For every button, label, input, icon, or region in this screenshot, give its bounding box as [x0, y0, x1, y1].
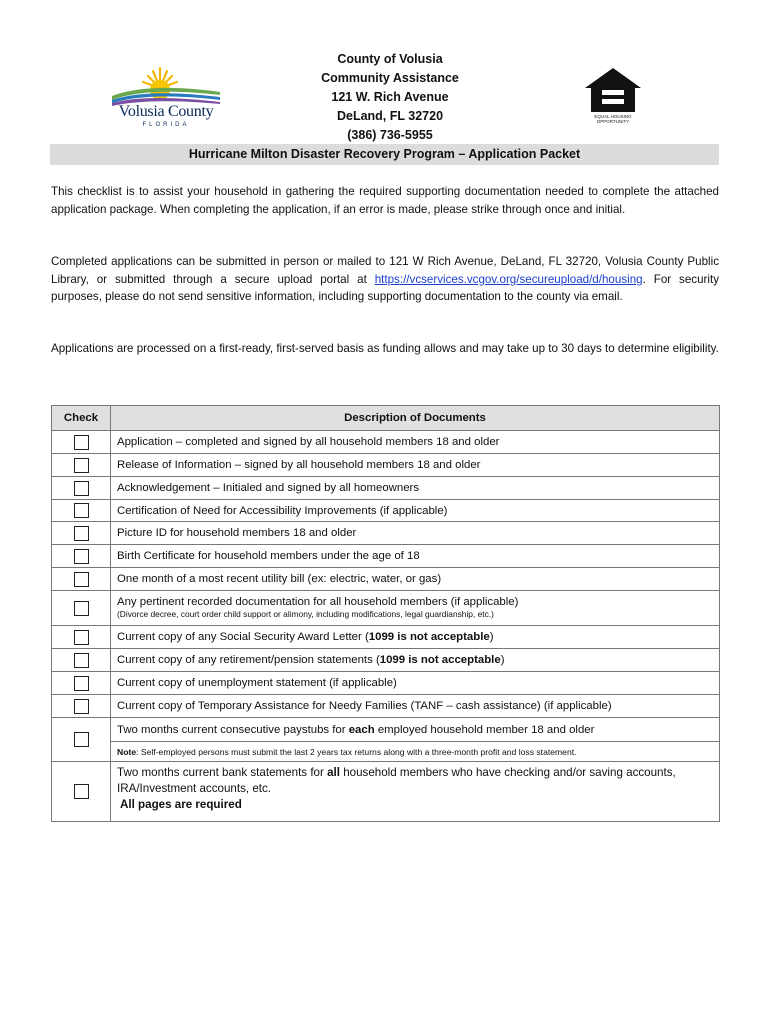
- equal-housing-text: EQUAL HOUSING OPPORTUNITY: [594, 114, 632, 124]
- table-row: [52, 431, 720, 454]
- phone-number: (386) 736-5955: [347, 128, 433, 142]
- check-column-header: Check: [52, 406, 111, 431]
- table-row: [52, 762, 720, 822]
- documents-checklist-table: [51, 405, 720, 822]
- address-line: Community Assistance: [321, 71, 459, 85]
- address-line: County of Volusia: [337, 52, 443, 66]
- document-checkbox[interactable]: [74, 601, 89, 616]
- table-row: [52, 545, 720, 568]
- upload-portal-link[interactable]: https://vcservices.vcgov.org/secureupload/d/housing: [374, 272, 643, 286]
- sun-logo-icon: [108, 62, 228, 107]
- document-description: Certification of Need for Accessibility Improvements (if applicable): [111, 500, 720, 522]
- logo-state-name: FLORIDA: [142, 122, 190, 128]
- description-column-header: Description of Documents: [111, 406, 720, 431]
- table-row: [52, 742, 720, 762]
- document-checkbox[interactable]: [74, 435, 89, 450]
- volusia-county-logo: [108, 62, 228, 132]
- document-checkbox[interactable]: [74, 653, 89, 668]
- table-row: [52, 477, 720, 500]
- table-row: [52, 522, 720, 545]
- document-description: Current copy of unemployment statement (if applicable): [111, 672, 720, 695]
- document-checkbox[interactable]: [74, 784, 89, 799]
- table-row: [52, 568, 720, 591]
- document-note: Note: Self-employed persons must submit the last 2 years tax returns along with a three-month profit and loss statement.: [111, 742, 720, 762]
- document-checkbox[interactable]: [74, 630, 89, 645]
- document-description: Release of Information – signed by all household members 18 and older: [111, 454, 720, 477]
- document-checkbox[interactable]: [74, 458, 89, 473]
- document-description: Acknowledgement – Initialed and signed by all homeowners: [111, 477, 720, 500]
- document-checkbox[interactable]: [74, 572, 89, 587]
- document-description: Picture ID for household members 18 and older: [111, 522, 720, 545]
- table-header-row: [52, 406, 720, 431]
- document-checkbox[interactable]: [74, 549, 89, 564]
- equal-housing-logo: [583, 66, 643, 128]
- packet-title: Hurricane Milton Disaster Recovery Program – Application Packet: [50, 144, 719, 165]
- table-row: [52, 695, 720, 718]
- address-line: 121 W. Rich Avenue: [331, 90, 449, 104]
- document-description: Birth Certificate for household members under the age of 18: [111, 545, 720, 568]
- document-description: Current copy of any retirement/pension statements (1099 is not acceptable): [111, 649, 720, 672]
- document-checkbox[interactable]: [74, 732, 89, 747]
- table-row: [52, 649, 720, 672]
- table-row: [52, 626, 720, 649]
- table-row: [52, 454, 720, 477]
- document-checkbox[interactable]: [74, 526, 89, 541]
- logo-county-name: Volusia County: [118, 103, 214, 120]
- intro-paragraph-3: Applications are processed on a first-ready, first-served basis as funding allows and may take up to 30 days to determine eligibility.: [51, 342, 719, 355]
- county-address-block: [280, 50, 500, 145]
- table-row: [52, 672, 720, 695]
- document-description: Current copy of any Social Security Award Letter (1099 is not acceptable): [111, 626, 720, 649]
- intro-paragraph-2: Completed applications can be submitted in person or mailed to 121 W Rich Avenue, DeLand, FL 32720, Volusia County Public Library, or submitted through a secure upload portal at https://vcservices.vcgov.org/secureupload/d/housing. For security purposes, please do not send sensitive information, including supporting documentation to the county via email.: [51, 255, 719, 303]
- letterhead: [0, 0, 770, 145]
- document-checkbox[interactable]: [74, 503, 89, 518]
- document-checkbox[interactable]: [74, 699, 89, 714]
- document-description: One month of a most recent utility bill (ex: electric, water, or gas): [111, 568, 720, 591]
- document-description: Application – completed and signed by all household members 18 and older: [111, 431, 720, 454]
- address-line: DeLand, FL 32720: [336, 109, 444, 123]
- equal-housing-icon: [583, 66, 643, 114]
- table-row: [52, 591, 720, 626]
- intro-paragraph-1: This checklist is to assist your household in gathering the required supporting documentation needed to complete the attached application package. When completing the application, if an error is made, please strike through once and initial.: [51, 185, 719, 216]
- document-description: Any pertinent recorded documentation for all household members (if applicable) (Divorce decree, court order child support or alimony, including modifications, legal guardianship, etc.): [111, 591, 720, 626]
- document-subnote: (Divorce decree, court order child support or alimony, including modifications, legal guardianship, etc.): [117, 609, 494, 619]
- document-checkbox[interactable]: [74, 481, 89, 496]
- document-checkbox[interactable]: [74, 676, 89, 691]
- table-row: [52, 718, 720, 742]
- table-row: [52, 500, 720, 522]
- document-description: Two months current consecutive paystubs for each employed household member 18 and older: [111, 718, 720, 742]
- document-description: Current copy of Temporary Assistance for Needy Families (TANF – cash assistance) (if applicable): [111, 695, 720, 718]
- document-description: Two months current bank statements for all household members who have checking and/or saving accounts, IRA/Investment accounts, etc. All pages are required: [111, 762, 720, 822]
- all-pages-required-note: All pages are required: [120, 798, 242, 811]
